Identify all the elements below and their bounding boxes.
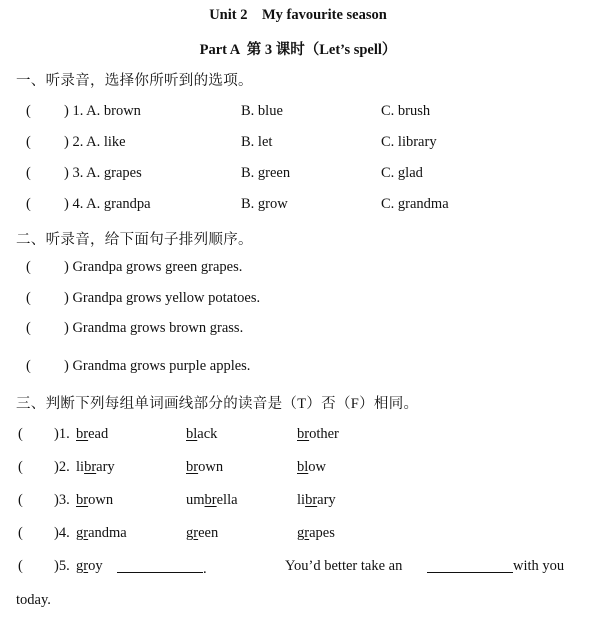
option-b: B. let — [241, 134, 273, 150]
sentence-start: You’d better take an — [285, 558, 403, 574]
page-title: Unit 2 My favourite season — [209, 7, 387, 23]
question-number: )5. — [54, 558, 70, 574]
sentence-end: with you — [513, 558, 565, 574]
answer-paren-open: ( — [26, 134, 31, 150]
answer-paren-open: ( — [18, 492, 23, 508]
word-2: black — [186, 426, 218, 442]
option-c: C. library — [381, 134, 437, 150]
section1-heading: 一、听录音，选择你所听到的选项。 — [16, 73, 253, 89]
answer-paren-open: ( — [18, 459, 23, 475]
option-a: ) 2. A. like — [64, 134, 126, 150]
answer-paren-open: ( — [18, 558, 23, 574]
sentence-text: ) Grandpa grows yellow potatoes. — [64, 290, 261, 306]
question-number: )3. — [54, 492, 70, 508]
sentence-text: ) Grandma grows purple apples. — [64, 358, 251, 374]
sentence-text: ) Grandma grows brown grass. — [64, 320, 244, 336]
answer-paren-open: ( — [26, 165, 31, 181]
section2-heading: 二、听录音，给下面句子排列顺序。 — [16, 232, 253, 248]
answer-paren-open: ( — [18, 525, 23, 541]
word-2: green — [186, 525, 219, 541]
question-number: )2. — [54, 459, 70, 475]
word-1: brown — [76, 492, 114, 508]
word-1: groy — [76, 558, 103, 574]
answer-paren-open: ( — [26, 358, 31, 374]
sentence-continuation: today. — [16, 592, 51, 608]
option-b: B. blue — [241, 103, 283, 119]
word-1: library — [76, 459, 115, 475]
answer-paren-open: ( — [26, 196, 31, 212]
word-3: grapes — [297, 525, 335, 541]
option-c: C. grandma — [381, 196, 449, 212]
option-c: C. brush — [381, 103, 431, 119]
option-b: B. green — [241, 165, 291, 181]
fill-blank-1[interactable]: . — [117, 558, 207, 578]
answer-paren-open: ( — [26, 103, 31, 119]
fill-blank-2[interactable] — [427, 558, 513, 578]
option-c: C. glad — [381, 165, 423, 181]
word-3: library — [297, 492, 336, 508]
option-a: ) 1. A. brown — [64, 103, 141, 119]
word-1: bread — [76, 426, 109, 442]
answer-paren-open: ( — [26, 320, 31, 336]
section3-heading: 三、判断下列每组单词画线部分的读音是（T）否（F）相同。 — [16, 396, 419, 412]
question-number: )1. — [54, 426, 70, 442]
word-2: umbrella — [186, 492, 238, 508]
word-3: brother — [297, 426, 339, 442]
option-b: B. grow — [241, 196, 288, 212]
answer-paren-open: ( — [26, 259, 31, 275]
answer-paren-open: ( — [26, 290, 31, 306]
sentence-text: ) Grandpa grows green grapes. — [64, 259, 243, 275]
word-2: brown — [186, 459, 224, 475]
question-number: )4. — [54, 525, 70, 541]
option-a: ) 4. A. grandpa — [64, 196, 151, 212]
word-3: blow — [297, 459, 327, 475]
page-subtitle: Part A 第 3 课时（Let’s spell） — [199, 42, 397, 58]
option-a: ) 3. A. grapes — [64, 165, 142, 181]
word-1: grandma — [76, 525, 127, 541]
answer-paren-open: ( — [18, 426, 23, 442]
